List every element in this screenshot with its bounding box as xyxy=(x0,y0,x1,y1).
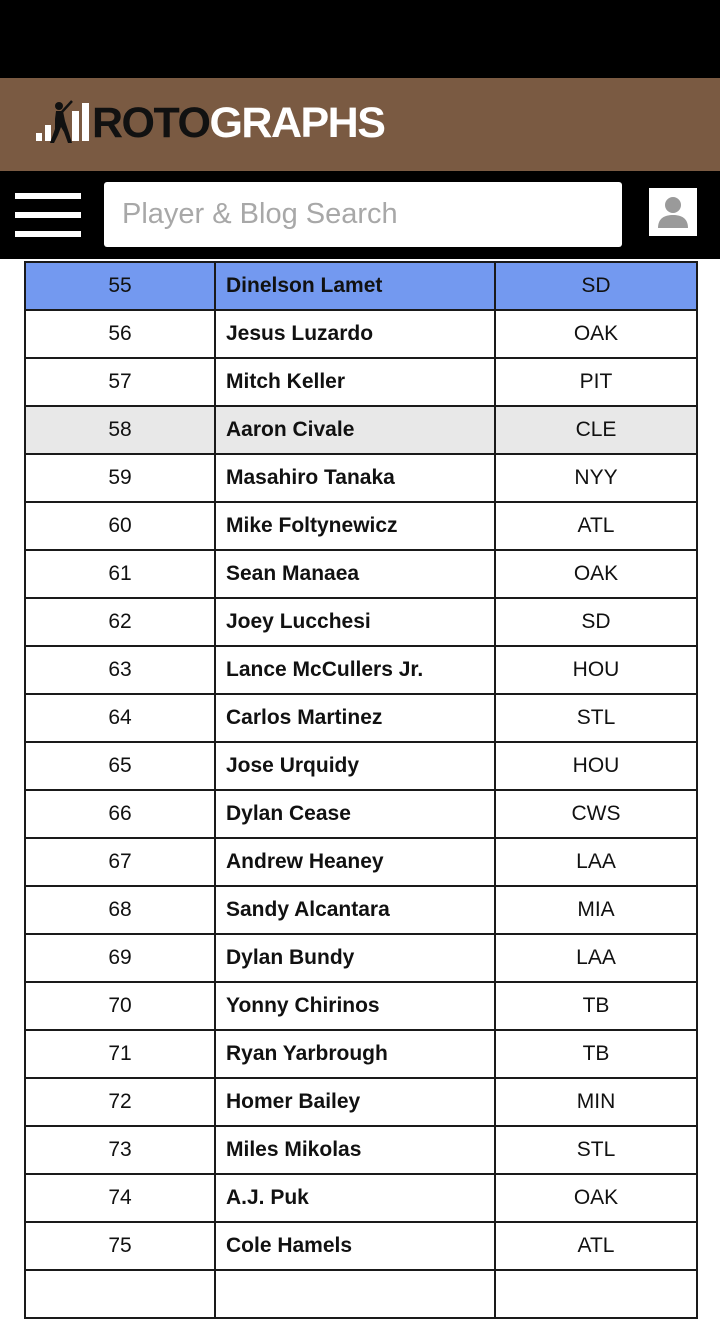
table-row[interactable] xyxy=(25,262,697,310)
team-cell: SD xyxy=(495,262,697,310)
team-cell: OAK xyxy=(495,550,697,598)
team-cell: TB xyxy=(495,982,697,1030)
rank-cell: 72 xyxy=(25,1078,215,1126)
player-name-cell[interactable] xyxy=(215,1270,495,1318)
team-cell: MIA xyxy=(495,886,697,934)
table-row[interactable] xyxy=(25,934,697,982)
rank-cell: 68 xyxy=(25,886,215,934)
rank-cell: 67 xyxy=(25,838,215,886)
team-cell: HOU xyxy=(495,742,697,790)
player-name-cell[interactable]: Andrew Heaney xyxy=(215,838,495,886)
rank-cell: 61 xyxy=(25,550,215,598)
player-name-cell[interactable]: Yonny Chirinos xyxy=(215,982,495,1030)
table-row[interactable] xyxy=(25,1222,697,1270)
player-name-cell[interactable]: Masahiro Tanaka xyxy=(215,454,495,502)
rank-cell: 55 xyxy=(25,262,215,310)
table-row[interactable] xyxy=(25,742,697,790)
team-cell: TB xyxy=(495,1030,697,1078)
logo-wordmark xyxy=(92,98,385,147)
team-cell: STL xyxy=(495,694,697,742)
status-bar xyxy=(0,0,720,78)
table-row[interactable] xyxy=(25,790,697,838)
brand-header xyxy=(0,78,720,171)
player-name-cell[interactable]: A.J. Puk xyxy=(215,1174,495,1222)
team-cell: PIT xyxy=(495,358,697,406)
rank-cell: 56 xyxy=(25,310,215,358)
table-row[interactable] xyxy=(25,694,697,742)
team-cell: LAA xyxy=(495,934,697,982)
rank-cell: 58 xyxy=(25,406,215,454)
player-name-cell[interactable]: Jesus Luzardo xyxy=(215,310,495,358)
team-cell: LAA xyxy=(495,838,697,886)
rank-cell: 75 xyxy=(25,1222,215,1270)
player-name-cell[interactable]: Miles Mikolas xyxy=(215,1126,495,1174)
nav-bar xyxy=(0,171,720,259)
player-name-cell[interactable]: Sandy Alcantara xyxy=(215,886,495,934)
player-name-cell[interactable]: Sean Manaea xyxy=(215,550,495,598)
team-cell xyxy=(495,1270,697,1318)
player-name-cell[interactable]: Dylan Bundy xyxy=(215,934,495,982)
team-cell: HOU xyxy=(495,646,697,694)
table-row[interactable] xyxy=(25,1126,697,1174)
rank-cell: 63 xyxy=(25,646,215,694)
table-row[interactable] xyxy=(25,598,697,646)
player-name-cell[interactable]: Cole Hamels xyxy=(215,1222,495,1270)
rank-cell: 71 xyxy=(25,1030,215,1078)
user-icon[interactable] xyxy=(649,188,697,236)
team-cell: SD xyxy=(495,598,697,646)
search-input[interactable] xyxy=(104,182,622,247)
rank-cell: 74 xyxy=(25,1174,215,1222)
player-name-cell[interactable]: Dinelson Lamet xyxy=(215,262,495,310)
team-cell: ATL xyxy=(495,502,697,550)
team-cell: ATL xyxy=(495,1222,697,1270)
player-name-cell[interactable]: Ryan Yarbrough xyxy=(215,1030,495,1078)
rank-cell: 64 xyxy=(25,694,215,742)
table-row[interactable] xyxy=(25,886,697,934)
player-name-cell[interactable]: Lance McCullers Jr. xyxy=(215,646,495,694)
player-name-cell[interactable]: Dylan Cease xyxy=(215,790,495,838)
table-row[interactable] xyxy=(25,454,697,502)
rank-cell: 62 xyxy=(25,598,215,646)
player-name-cell[interactable]: Joey Lucchesi xyxy=(215,598,495,646)
table-row[interactable] xyxy=(25,646,697,694)
player-name-cell[interactable]: Mike Foltynewicz xyxy=(215,502,495,550)
player-name-cell[interactable]: Homer Bailey xyxy=(215,1078,495,1126)
team-cell: CWS xyxy=(495,790,697,838)
rank-cell: 60 xyxy=(25,502,215,550)
logo-wordmark-graphs: GRAPHS xyxy=(209,98,385,147)
rankings-table xyxy=(24,261,696,1319)
table-row[interactable] xyxy=(25,502,697,550)
player-name-cell[interactable]: Jose Urquidy xyxy=(215,742,495,790)
table-row[interactable] xyxy=(25,1270,697,1318)
team-cell: OAK xyxy=(495,1174,697,1222)
rank-cell: 59 xyxy=(25,454,215,502)
player-name-cell[interactable]: Aaron Civale xyxy=(215,406,495,454)
table-row[interactable] xyxy=(25,358,697,406)
table-row[interactable] xyxy=(25,838,697,886)
table-row[interactable] xyxy=(25,1030,697,1078)
table-row[interactable] xyxy=(25,550,697,598)
rank-cell: 69 xyxy=(25,934,215,982)
rotographs-logo[interactable] xyxy=(34,98,384,148)
table-row[interactable] xyxy=(25,406,697,454)
team-cell: MIN xyxy=(495,1078,697,1126)
team-cell: NYY xyxy=(495,454,697,502)
rank-cell: 57 xyxy=(25,358,215,406)
logo-wordmark-roto: ROTO xyxy=(92,98,210,147)
batter-logo-icon xyxy=(34,99,90,147)
table-row[interactable] xyxy=(25,982,697,1030)
table-row[interactable] xyxy=(25,310,697,358)
team-cell: STL xyxy=(495,1126,697,1174)
team-cell: CLE xyxy=(495,406,697,454)
hamburger-menu-icon[interactable] xyxy=(15,193,81,239)
table-row[interactable] xyxy=(25,1078,697,1126)
rank-cell: 73 xyxy=(25,1126,215,1174)
rank-cell: 66 xyxy=(25,790,215,838)
rank-cell: 65 xyxy=(25,742,215,790)
rank-cell: 70 xyxy=(25,982,215,1030)
player-name-cell[interactable]: Mitch Keller xyxy=(215,358,495,406)
team-cell: OAK xyxy=(495,310,697,358)
player-name-cell[interactable]: Carlos Martinez xyxy=(215,694,495,742)
rank-cell xyxy=(25,1270,215,1318)
table-row[interactable] xyxy=(25,1174,697,1222)
